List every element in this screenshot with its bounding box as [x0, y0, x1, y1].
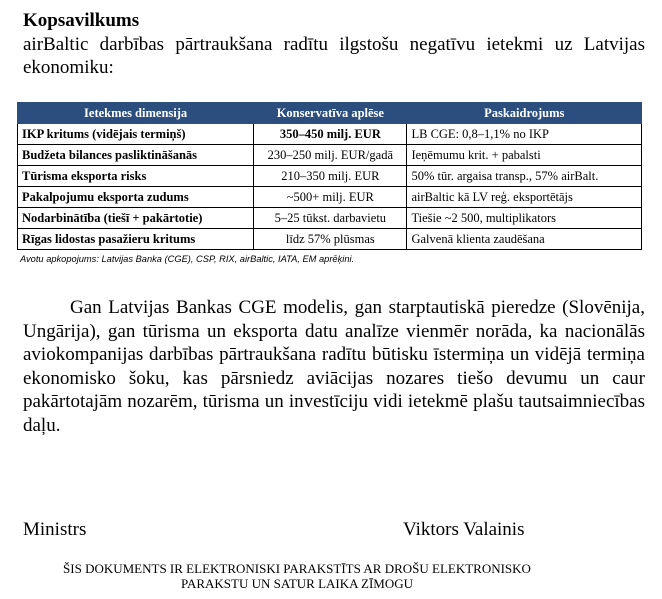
cell-estimate: 230–250 milj. EUR/gadā [254, 145, 407, 166]
signature-name: Viktors Valainis [403, 519, 525, 540]
table-row [18, 229, 642, 250]
summary-intro: airBaltic darbības pārtraukšana radītu ilgstošu negatīvu ietekmi uz Latvijas ekonomiku: [23, 34, 645, 78]
cell-explanation: LB CGE: 0,8–1,1% no IKP [407, 124, 642, 145]
cell-explanation: Tiešie ~2 500, multiplikators [407, 208, 642, 229]
cell-dimension: Rīgas lidostas pasažieru kritums [18, 229, 254, 250]
cell-dimension: Pakalpojumu eksporta zudums [18, 187, 254, 208]
summary-heading: Kopsavilkums [23, 10, 140, 31]
table-row [18, 166, 642, 187]
table-source-note: Avotu apkopojums: Latvijas Banka (CGE), CSP, RIX, airBaltic, IATA, EM aprēķini. [20, 254, 355, 264]
cell-estimate: ~500+ milj. EUR [254, 187, 407, 208]
cell-dimension: Budžeta bilances pasliktināšanās [18, 145, 254, 166]
cell-estimate: 350–450 milj. EUR [254, 124, 407, 145]
table-row [18, 145, 642, 166]
header-estimate: Konservatīva aplēse [254, 103, 407, 124]
body-paragraph: Gan Latvijas Bankas CGE modelis, gan starptautiskā pieredze (Slovēnija, Ungārija), gan tūrisma un eksporta datu analīze vienmēr norāda, ka nacionālās aviokompanijas darbības pārtraukšana radītu būtisku īstermiņa un vidējā termiņa ekonomisko šoku, kas pārsniedz aviācijas nozares tiešo devumu un caur pakārtotajām nozarēm, tūrisma un investīciju vidi ietekmē plašu tautsaimniecības daļu. [23, 297, 645, 436]
cell-estimate: 5–25 tūkst. darbavietu [254, 208, 407, 229]
header-explanation: Paskaidrojums [407, 103, 642, 124]
header-dimension: Ietekmes dimensija [18, 103, 254, 124]
table-header-row [18, 103, 642, 124]
cell-dimension: Tūrisma eksporta risks [18, 166, 254, 187]
cell-explanation: airBaltic kā LV reģ. eksportētājs [407, 187, 642, 208]
notice-line-2: PARAKSTU UN SATUR LAIKA ZĪMOGU [180, 576, 414, 591]
e-signature-notice [0, 561, 594, 591]
signature-title: Ministrs [23, 519, 87, 540]
cell-dimension: Nodarbinātība (tiešī + pakārtotie) [18, 208, 254, 229]
impact-table [17, 102, 642, 250]
cell-explanation: 50% tūr. argaisa transp., 57% airBalt. [407, 166, 642, 187]
table-row [18, 208, 642, 229]
cell-explanation: Galvenā klienta zaudēšana [407, 229, 642, 250]
cell-explanation: Ieņēmumu krit. + pabalsti [407, 145, 642, 166]
cell-dimension: IKP kritums (vidējais termiņš) [18, 124, 254, 145]
table-row [18, 124, 642, 145]
cell-estimate: līdz 57% plūsmas [254, 229, 407, 250]
cell-estimate: 210–350 milj. EUR [254, 166, 407, 187]
table-row [18, 187, 642, 208]
notice-line-1: ŠIS DOKUMENTS IR ELEKTRONISKI PARAKSTĪTS AR DROŠU ELEKTRONISKO [63, 561, 531, 576]
